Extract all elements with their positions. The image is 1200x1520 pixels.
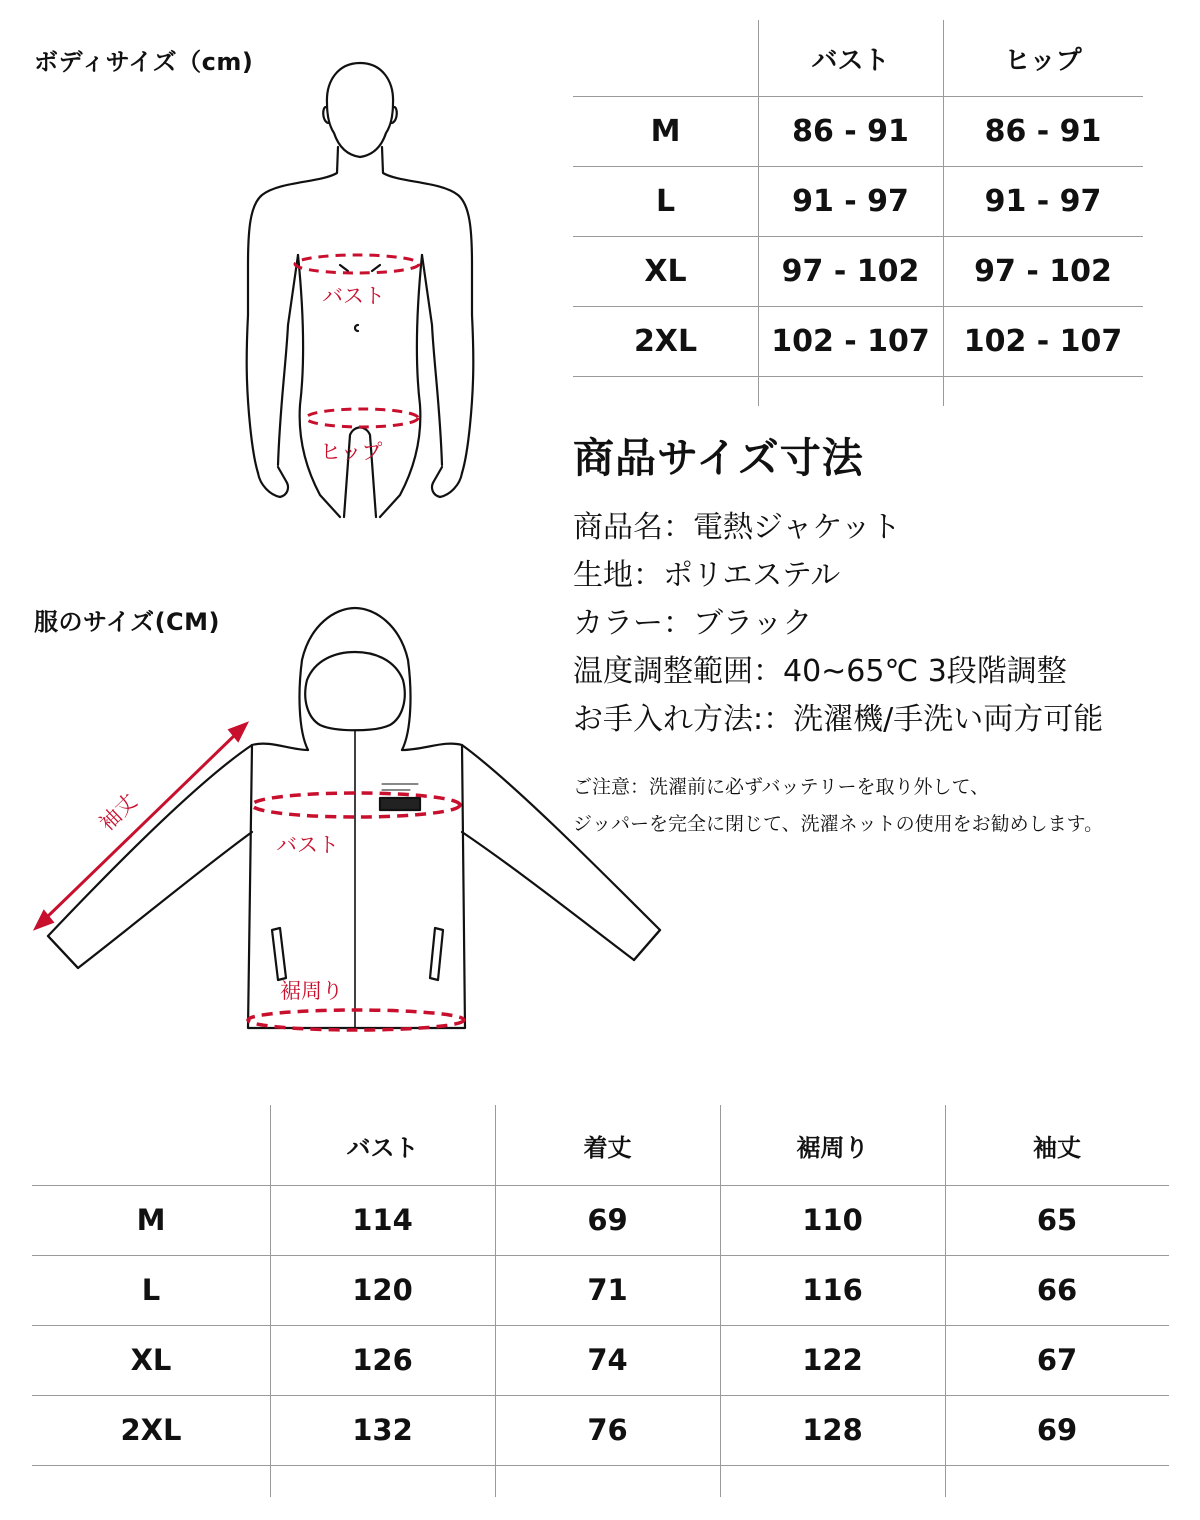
- cloth-row-sleeve: 65: [1036, 1203, 1078, 1237]
- body-size-title: ボディサイズ（cm): [34, 48, 254, 76]
- cloth-row-bust: 132: [352, 1413, 413, 1447]
- cloth-row-hem: 116: [802, 1273, 863, 1307]
- body-row-bust: 97 - 102: [781, 253, 920, 289]
- cloth-header-hem: 裾周り: [796, 1133, 869, 1162]
- cloth-row-length: 69: [587, 1203, 628, 1237]
- body-hip-label: ヒップ: [320, 440, 383, 464]
- cloth-row-size: XL: [130, 1343, 172, 1377]
- cloth-row-size: M: [136, 1203, 166, 1237]
- body-row-bust: 86 - 91: [792, 113, 909, 149]
- body-row-hip: 97 - 102: [974, 253, 1112, 289]
- body-bust-label: バスト: [322, 284, 385, 308]
- cloth-row-bust: 114: [352, 1203, 413, 1237]
- cloth-row-bust: 126: [352, 1343, 413, 1377]
- cloth-row-hem: 122: [802, 1343, 863, 1377]
- care-note-line-1: ご注意：洗濯前に必ずバッテリーを取り外して、: [573, 776, 990, 798]
- cloth-row-bust: 120: [352, 1273, 413, 1307]
- cloth-row-sleeve: 69: [1036, 1413, 1078, 1447]
- clothing-size-title: 服のサイズ(CM): [34, 608, 221, 636]
- body-figure: [240, 55, 480, 525]
- body-row-size: XL: [644, 253, 687, 289]
- cloth-header-bust: バスト: [346, 1133, 419, 1162]
- cloth-row-hem: 128: [802, 1413, 863, 1447]
- jacket-sleeve-label: 袖丈: [94, 789, 142, 836]
- body-header-bust: バスト: [811, 45, 890, 76]
- cloth-header-length: 着丈: [583, 1133, 632, 1162]
- spec-temperature: 温度調整範囲：40~65℃ 3段階調整: [573, 654, 1067, 689]
- jacket-hem-label: 裾周り: [280, 979, 343, 1003]
- body-header-hip: ヒップ: [1004, 45, 1082, 76]
- jacket-figure: [30, 600, 680, 1040]
- care-note-line-2: ジッパーを完全に閉じて、洗濯ネットの使用をお勧めします。: [573, 813, 1104, 835]
- cloth-header-sleeve: 袖丈: [1033, 1133, 1081, 1162]
- cloth-row-hem: 110: [802, 1203, 863, 1237]
- body-size-table: [573, 20, 1143, 406]
- cloth-row-size: L: [141, 1273, 161, 1307]
- body-row-hip: 102 - 107: [963, 323, 1123, 359]
- body-row-size: 2XL: [633, 323, 698, 359]
- spec-color: カラー：ブラック: [573, 606, 813, 641]
- body-row-bust: 91 - 97: [792, 183, 909, 219]
- body-row-hip: 86 - 91: [984, 113, 1102, 149]
- product-size-title: 商品サイズ寸法: [573, 434, 864, 482]
- cloth-row-sleeve: 66: [1036, 1273, 1078, 1307]
- body-row-size: M: [650, 113, 681, 149]
- spec-fabric: 生地：ポリエステル: [573, 558, 841, 593]
- cloth-row-length: 71: [587, 1273, 628, 1307]
- jacket-bust-label: バスト: [276, 833, 339, 857]
- clothing-size-table: [32, 1105, 1169, 1497]
- cloth-row-sleeve: 67: [1036, 1343, 1078, 1377]
- spec-care: お手入れ方法:：洗濯機/手洗い両方可能: [573, 702, 1104, 737]
- cloth-row-length: 76: [587, 1413, 628, 1447]
- body-row-size: L: [655, 183, 676, 219]
- body-row-hip: 91 - 97: [984, 183, 1102, 219]
- cloth-row-length: 74: [587, 1343, 628, 1377]
- cloth-row-size: 2XL: [120, 1413, 182, 1447]
- spec-product-name: 商品名：電熱ジャケット: [573, 510, 901, 545]
- body-row-bust: 102 - 107: [771, 323, 930, 359]
